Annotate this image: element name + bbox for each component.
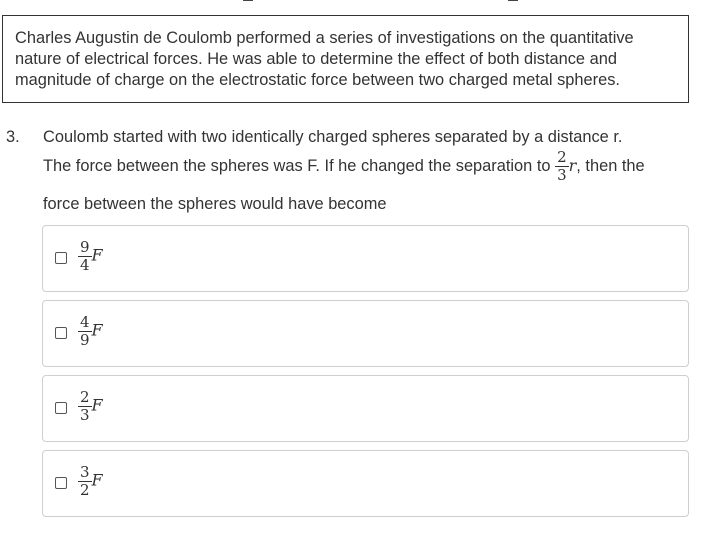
question-line-3: force between the spheres would have become [43, 195, 387, 213]
option-fraction [78, 315, 92, 348]
option-variable: F [91, 320, 103, 340]
option-numerator: 2 [80, 388, 90, 406]
checkbox-icon[interactable] [55, 252, 67, 264]
option-fraction [78, 465, 92, 498]
option-math [78, 465, 103, 498]
option-fraction [78, 390, 92, 423]
option-math [78, 315, 103, 348]
question-line-2-text: The force between the spheres was F. If he changed the separation to [43, 156, 551, 175]
answer-option-2[interactable] [42, 300, 689, 367]
option-denominator: 2 [80, 481, 90, 499]
question-line-1: Coulomb started with two identically charged spheres separated by a distance r. [43, 128, 623, 146]
question-number: 3. [6, 128, 20, 146]
option-fraction [78, 240, 92, 273]
option-math [78, 390, 103, 423]
option-math [78, 240, 103, 273]
checkbox-icon[interactable] [55, 327, 67, 339]
fraction-variable: r [568, 155, 577, 175]
answer-option-1[interactable] [42, 225, 689, 292]
option-variable: F [91, 245, 103, 265]
option-numerator: 3 [80, 463, 90, 481]
answer-option-4[interactable] [42, 450, 689, 517]
cropped-text-remnant [0, 0, 710, 4]
question-line-2 [43, 150, 645, 183]
option-numerator: 4 [80, 313, 90, 331]
option-numerator: 9 [80, 238, 90, 256]
context-passage-box [2, 15, 689, 103]
question-line-2-tail: , then the [576, 156, 645, 175]
fraction-numerator: 2 [557, 148, 567, 166]
option-denominator: 3 [80, 406, 90, 424]
option-denominator: 4 [80, 256, 90, 274]
checkbox-icon[interactable] [55, 477, 67, 489]
checkbox-icon[interactable] [55, 402, 67, 414]
option-variable: F [91, 470, 103, 490]
fraction-denominator: 3 [557, 166, 567, 184]
option-denominator: 9 [80, 331, 90, 349]
option-variable: F [91, 395, 103, 415]
separation-fraction [555, 150, 569, 183]
context-passage: Charles Augustin de Coulomb performed a series of investigations on the quantitative nature of electrical forces. He was able to determine the effect of both distance and magnitude of charge on the electrostatic force between two charged metal spheres. [15, 29, 634, 89]
answer-option-3[interactable] [42, 375, 689, 442]
